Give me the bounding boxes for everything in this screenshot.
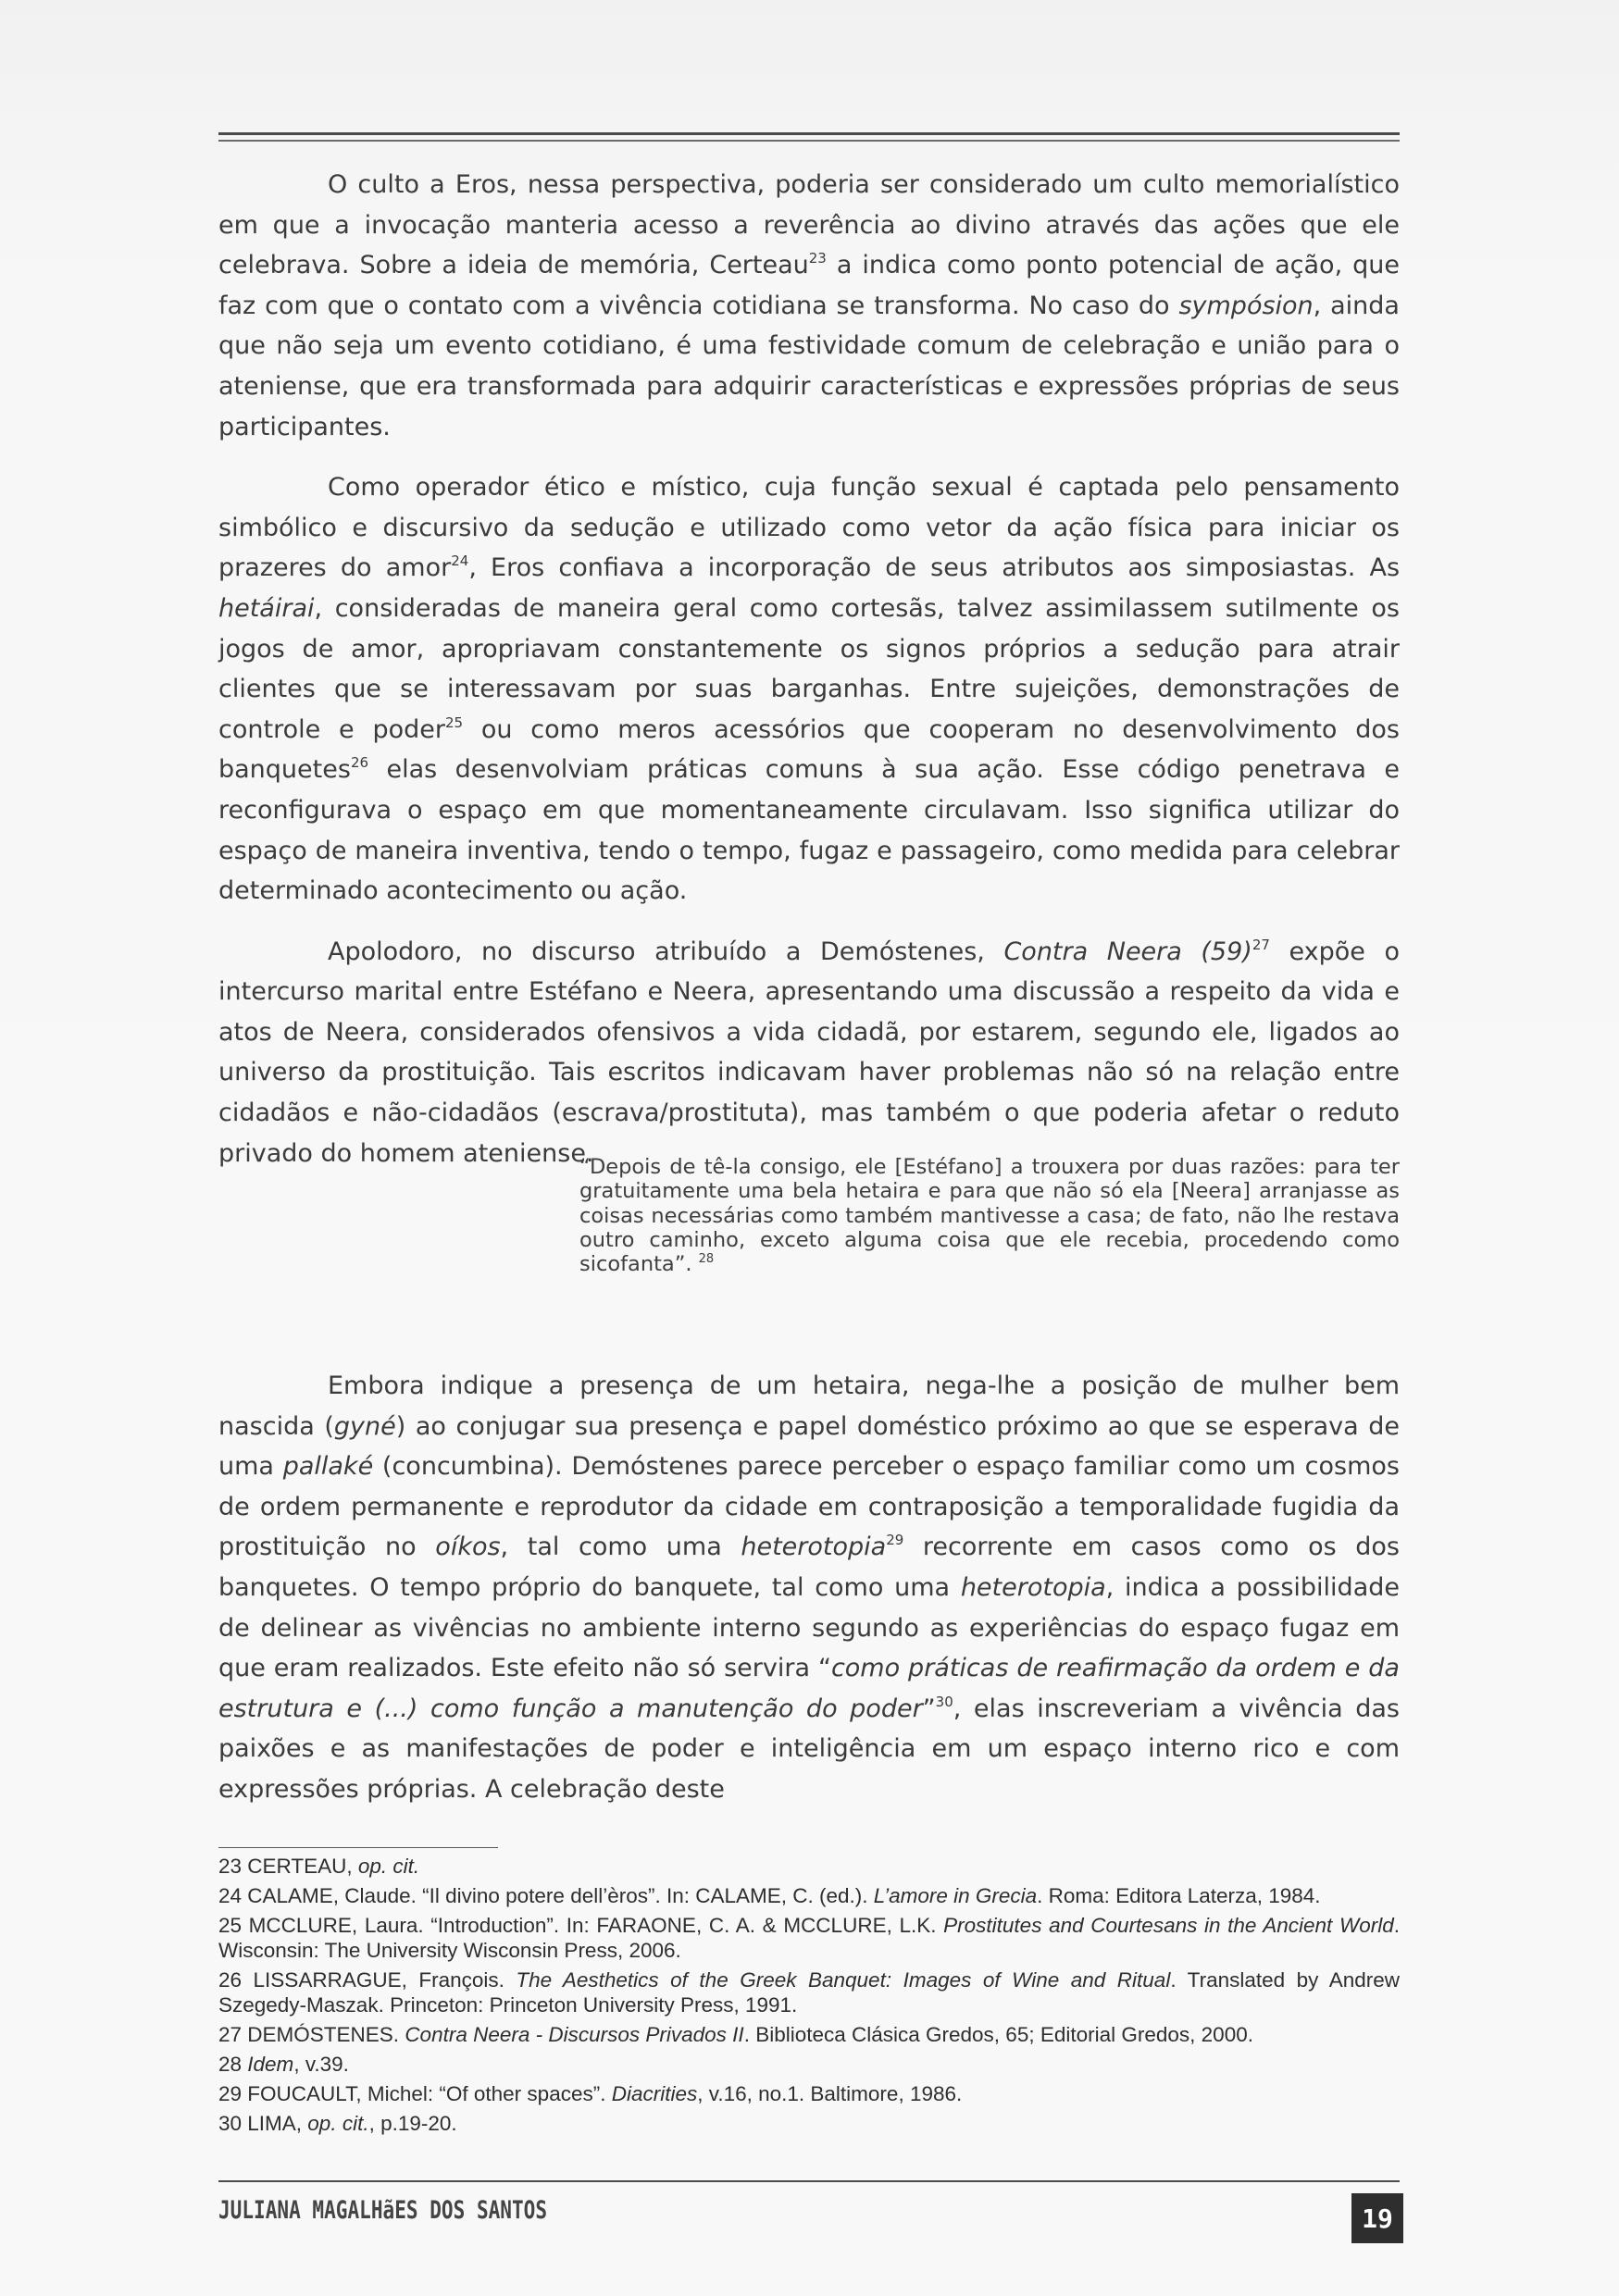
text-run: 24 CALAME, Claude. “Il divino potere dell’èros”. In: CALAME, C. (ed.).	[218, 1884, 874, 1907]
text-run: , indica a possibilidade de delinear as vivências no ambiente interno segundo as experiências do espaço fugaz em que eram realizados. Este efeito não só servira “	[218, 1572, 1400, 1683]
text-run: , consideradas de maneira geral como cortesãs, talvez assimilassem sutilmente os jogos de amor, apropriavam constantemente os signos próprios a sedução para atrair clientes que se interessavam por suas barganhas. Entre sujeições, demonstrações de controle e poder	[218, 593, 1400, 744]
text-run: a indica como ponto potencial de ação, que faz com que o contato com a vivência cotidiana se transforma. No caso do	[218, 251, 1400, 320]
footnote	[218, 2081, 1400, 2106]
footnote	[218, 2052, 1400, 2077]
text-run: Embora indique a presença de um hetaira, nega-lhe a posição de mulher bem nascida (	[218, 1371, 1400, 1441]
note-ref: 30	[935, 1693, 953, 1710]
text-run: (concumbina). Demóstenes parece perceber o espaço familiar como um cosmos de ordem permanente e reprodutor da cidade em contraposição a temporalidade fugidia da prostituição no	[218, 1452, 1400, 1562]
italic-text: Contra Neera (59)	[1003, 937, 1252, 966]
italic-text: op. cit.	[357, 1855, 420, 1878]
paragraph	[218, 165, 1400, 447]
italic-text: The Aesthetics of the Greek Banquet: Images of Wine and Ritual	[516, 1968, 1171, 1992]
text-run: Apolodoro, no discurso atribuído a Demóstenes,	[328, 937, 1004, 966]
text-run: elas desenvolviam práticas comuns à sua ação. Esse código penetrava e reconfigurava o espaço em que momentaneamente circulavam. Isso significa utilizar do espaço de maneira inventiva, tendo o tempo, fugaz e passageiro, como medida para celebrar determinado acontecimento ou ação.	[218, 755, 1400, 906]
note-ref: 24	[451, 552, 469, 570]
italic-text: Idem	[247, 2053, 294, 2076]
text-run: . Translated by Andrew Szegedy-Maszak. Princeton: Princeton University Press, 1991.	[218, 1968, 1400, 2017]
footnote	[218, 1883, 1400, 1908]
text-run: . Biblioteca Clásica Gredos, 65; Editorial Gredos, 2000.	[743, 2023, 1253, 2046]
italic-text: pallaké	[282, 1452, 374, 1482]
text-run: . Wisconsin: The University Wisconsin Press, 2006.	[218, 1914, 1400, 1962]
italic-text: op. cit.	[307, 2112, 369, 2135]
text-run: ”	[922, 1694, 936, 1723]
text-run: , v.39.	[293, 2053, 349, 2076]
note-ref: 25	[444, 714, 464, 731]
footnote	[218, 1854, 1400, 1879]
italic-text: Diacrities	[611, 2082, 698, 2105]
blockquote	[579, 1155, 1400, 1276]
italic-text: oíkos	[435, 1533, 501, 1562]
text-run: , ainda que não seja um evento cotidiano, é uma festividade comum de celebração e união para o ateniense, que era transformada para adquirir características e expressões próprias de seus participantes.	[218, 291, 1400, 441]
italic-text: L’amore in Grecia	[873, 1884, 1038, 1907]
footer-rule	[218, 2180, 1400, 2182]
text-run: , p.19-20.	[368, 2112, 457, 2135]
text-run: 28	[218, 2053, 248, 2076]
text-run: , tal como uma	[500, 1533, 741, 1562]
footnote	[218, 1913, 1400, 1963]
footnote	[218, 1967, 1400, 2017]
text-run: 23 CERTEAU,	[218, 1855, 358, 1878]
footnote	[218, 2111, 1400, 2136]
text-run: . Roma: Editora Laterza, 1984.	[1037, 1884, 1321, 1907]
footnote	[218, 2022, 1400, 2047]
text-run: , elas inscreveriam a vivência das paixões e as manifestações de poder e inteligência em um espaço interno rico e com expressões próprias. A celebração deste	[218, 1694, 1400, 1804]
note-ref: 23	[808, 250, 827, 267]
text-run: , Eros confiava a incorporação de seus atributos aos simposiastas. As	[468, 553, 1401, 583]
body-text-lower	[218, 1366, 1400, 1810]
italic-text: heterotopia	[960, 1572, 1106, 1602]
text-run: 29 FOUCAULT, Michel: “Of other spaces”.	[218, 2082, 612, 2105]
page-number: 19	[1351, 2193, 1403, 2243]
footnote-separator	[218, 1847, 498, 1848]
text-run: Como operador ético e místico, cuja função sexual é captada pelo pensamento simbólico e discursivo da sedução e utilizado como vetor da ação física para iniciar os prazeres do amor	[218, 473, 1400, 583]
italic-text: como práticas de reafirmação da ordem e da estrutura e (...) como função a manutenção do poder	[218, 1654, 1400, 1723]
body-text-upper	[218, 165, 1400, 1173]
note-ref: 29	[886, 1532, 904, 1549]
text-run: 25 MCCLURE, Laura. “Introduction”. In: FARAONE, C. A. & MCCLURE, L.K.	[218, 1914, 944, 1937]
text-run: recorrente em casos como os dos banquetes. O tempo próprio do banquete, tal como uma	[218, 1533, 1400, 1602]
text-run: 27 DEMÓSTENES.	[218, 2023, 405, 2046]
text-run: ou como meros acessórios que cooperam no desenvolvimento dos banquetes	[218, 714, 1400, 785]
note-ref: 27	[1252, 936, 1270, 953]
footer-author: JULIANA MAGALHãES DOS SANTOS	[218, 2196, 548, 2225]
footnotes	[218, 1854, 1400, 2141]
text-run: 30 LIMA,	[218, 2112, 308, 2135]
text-run: 26 LISSARRAGUE, François.	[218, 1968, 517, 1992]
blockquote-text: “Depois de tê-la consigo, ele [Estéfano] a trouxera por duas razões: para ter gratuitamente uma bela hetaira e para que não só ela [Neera] arranjasse as coisas necessárias como também mantivesse a casa; de fato, não lhe restava outro caminho, exceto alguma coisa que ele recebia, procedendo como sicofanta”.	[579, 1155, 1400, 1277]
italic-text: Contra Neera - Discursos Privados II	[405, 2023, 744, 2046]
italic-text: hetáirai	[218, 593, 315, 623]
text-run: ) ao conjugar sua presença e papel doméstico próximo ao que se esperava de uma	[218, 1411, 1401, 1482]
italic-text: Prostitutes and Courtesans in the Ancient World	[943, 1914, 1394, 1937]
text-run: , v.16, no.1. Baltimore, 1986.	[697, 2082, 963, 2105]
paragraph	[218, 1366, 1400, 1810]
text-run: O culto a Eros, nessa perspectiva, poderia ser considerado um culto memorialístico em que a invocação manteria acesso a reverência ao divino através das ações que ele celebrava. Sobre a ideia de memória, Certeau	[218, 170, 1400, 280]
paragraph	[218, 932, 1400, 1174]
note-ref: 26	[350, 754, 369, 772]
blockquote-note-ref: 28	[698, 1252, 715, 1267]
paragraph	[218, 467, 1400, 912]
text-run: expõe o intercurso marital entre Estéfano e Neera, apresentando uma discussão a respeito da vida e atos de Neera, considerados ofensivos a vida cidadã, por estarem, segundo ele, ligados ao universo da prostituição. Tais escritos indicavam haver problemas não só na relação entre cidadãos e não-cidadãos (escrava/prostituta), mas também o que poderia afetar o reduto privado do homem ateniense.	[218, 937, 1400, 1168]
italic-text: sympósion	[1178, 291, 1314, 320]
header-rule-bottom	[218, 140, 1400, 142]
italic-text: heterotopia	[741, 1533, 887, 1562]
header-rule-top	[218, 132, 1400, 135]
italic-text: gyné	[333, 1411, 396, 1441]
